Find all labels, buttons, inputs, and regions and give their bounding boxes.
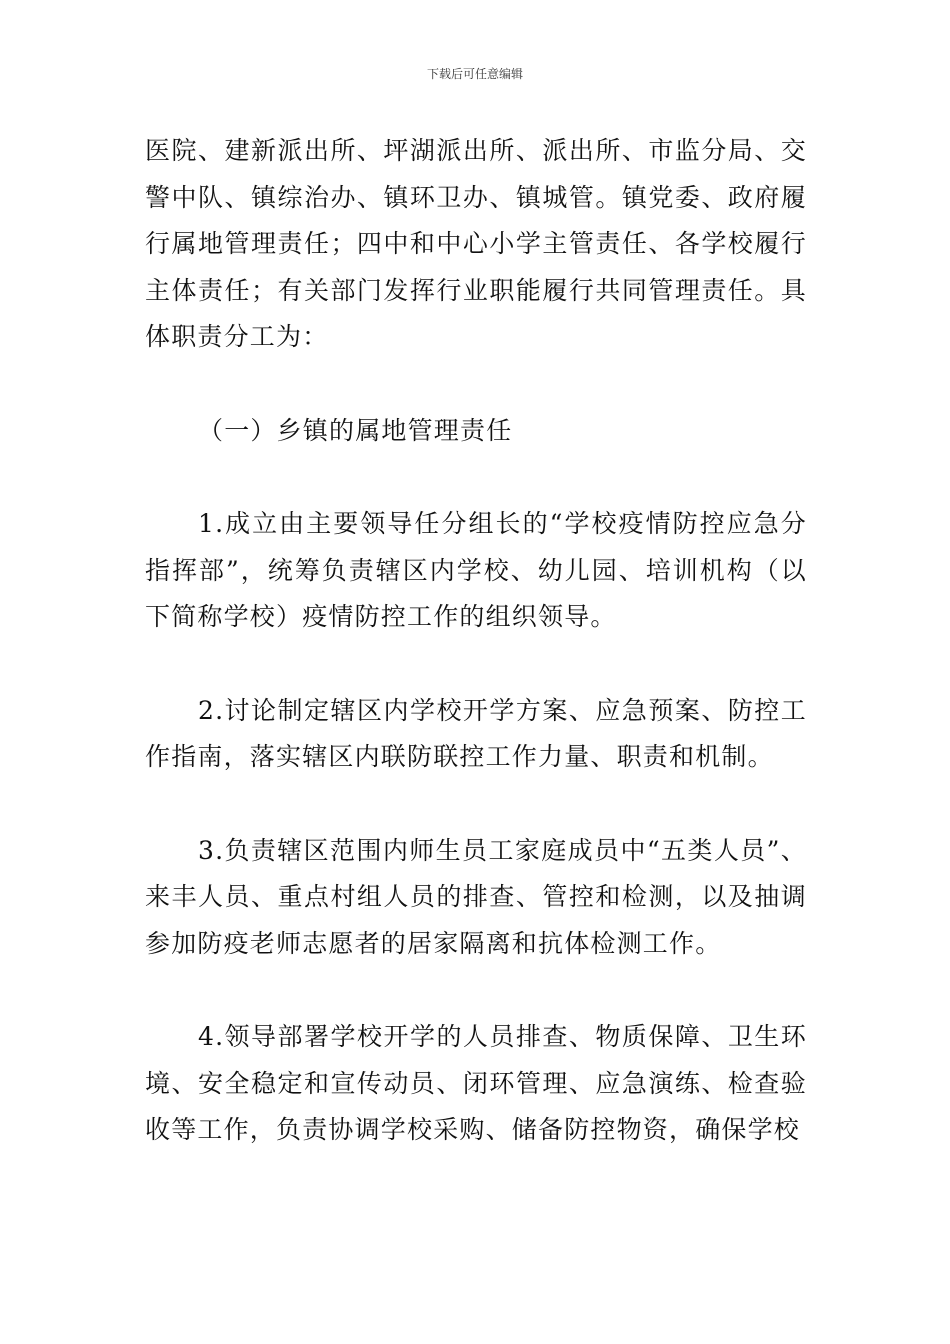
list-item-4: 4.领导部署学校开学的人员排查、物质保障、卫生环境、安全稳定和宣传动员、闭环管理、应急演练、检查验收等工作，负责协调学校采购、储备防控物资，确保学校 bbox=[145, 1022, 807, 1144]
page-header-note: 下载后可任意编辑 bbox=[426, 67, 523, 81]
list-item-2: 2.讨论制定辖区内学校开学方案、应急预案、防控工作指南，落实辖区内联防联控工作力量、职责和机制。 bbox=[145, 695, 807, 771]
list-item-1: 1.成立由主要领导任分组长的“学校疫情防控应急分指挥部”，统筹负责辖区内学校、幼儿园、培训机构（以下简称学校）疫情防控工作的组织领导。 bbox=[145, 509, 807, 631]
document-body bbox=[145, 128, 807, 1154]
paragraph-intro: 医院、建新派出所、坪湖派出所、派出所、市监分局、交警中队、镇综治办、镇环卫办、镇城管。镇党委、政府履行属地管理责任；四中和中心小学主管责任、各学校履行主体责任；有关部门发挥行业职能履行共同管理责任。具体职责分工为： bbox=[145, 136, 807, 351]
list-item-3: 3.负责辖区范围内师生员工家庭成员中“五类人员”、来丰人员、重点村组人员的排查、管控和检测，以及抽调参加防疫老师志愿者的居家隔离和抗体检测工作。 bbox=[145, 835, 807, 958]
section-heading: （一）乡镇的属地管理责任 bbox=[198, 415, 513, 445]
